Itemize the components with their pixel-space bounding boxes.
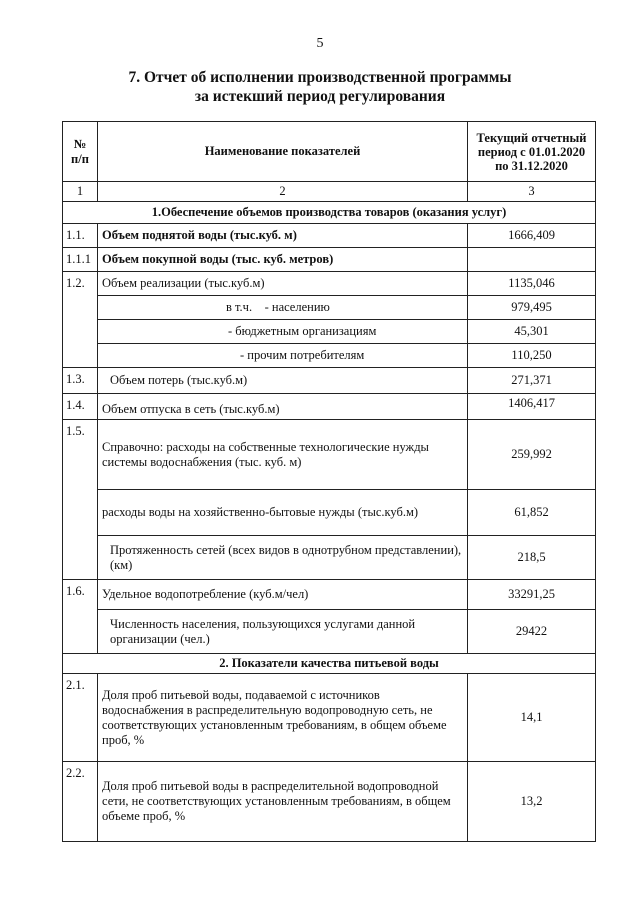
table-row: [63, 368, 596, 394]
table-row: [63, 296, 596, 320]
table-row: [63, 610, 596, 654]
row-value: 1406,417: [468, 394, 596, 420]
row-num: 1.1.: [63, 224, 98, 248]
row-name: Объем реализации (тыс.куб.м): [98, 272, 468, 296]
table-row: [63, 344, 596, 368]
row-value: [468, 248, 596, 272]
row-name: Численность населения, пользующихся услугами данной организации (чел.): [98, 610, 468, 654]
row-value: 45,301: [468, 320, 596, 344]
header-name: Наименование показателей: [98, 122, 468, 182]
row-name: Объем поднятой воды (тыс.куб. м): [98, 224, 468, 248]
page-number: 5: [316, 36, 324, 51]
row-value: 61,852: [468, 490, 596, 536]
row-num: 1.4.: [63, 394, 98, 420]
title-line-1: 7. Отчет об исполнении производственной программы: [128, 69, 512, 86]
row-value: 33291,25: [468, 580, 596, 610]
row-value: 1135,046: [468, 272, 596, 296]
table-header-row: [63, 122, 596, 182]
table-row: [63, 248, 596, 272]
title-line-2: за истекший период регулирования: [194, 88, 446, 105]
row-num: 1.3.: [63, 368, 98, 394]
table-row: [63, 536, 596, 580]
table-row: [63, 320, 596, 344]
table-row: [63, 490, 596, 536]
row-name: Доля проб питьевой воды, подаваемой с источников водоснабжения в распределительную водопроводную сеть, не соответствующих установленным требованиям, в общем объеме проб, %: [98, 674, 468, 762]
page-title: [0, 68, 640, 106]
table-row: [63, 580, 596, 610]
column-number-row: [63, 182, 596, 202]
row-name: - бюджетным организациям: [98, 320, 468, 344]
row-value: 259,992: [468, 420, 596, 490]
section-2-heading: 2. Показатели качества питьевой воды: [63, 654, 596, 674]
row-value: 1666,409: [468, 224, 596, 248]
row-name: расходы воды на хозяйственно-бытовые нужды (тыс.куб.м): [98, 490, 468, 536]
row-num: 1.6.: [63, 580, 98, 654]
row-name: Удельное водопотребление (куб.м/чел): [98, 580, 468, 610]
report-table: [62, 121, 596, 842]
header-value: Текущий отчетный период с 01.01.2020 по 31.12.2020: [468, 122, 596, 182]
row-name: Объем отпуска в сеть (тыс.куб.м): [98, 394, 468, 420]
row-name: Протяженность сетей (всех видов в однотрубном представлении), (км): [98, 536, 468, 580]
header-num: № п/п: [63, 122, 98, 182]
row-value: 218,5: [468, 536, 596, 580]
row-value: 14,1: [468, 674, 596, 762]
row-value: 29422: [468, 610, 596, 654]
table-row: [63, 224, 596, 248]
row-num: 1.2.: [63, 272, 98, 368]
section-heading-row: [63, 654, 596, 674]
table-row: [63, 674, 596, 762]
col-number-3: 3: [468, 182, 596, 202]
row-name: Доля проб питьевой воды в распределительной водопроводной сети, не соответствующих установленным требованиям, в общем объеме проб, %: [98, 762, 468, 842]
row-value: 979,495: [468, 296, 596, 320]
section-1-heading: 1.Обеспечение объемов производства товаров (оказания услуг): [63, 202, 596, 224]
row-value: 13,2: [468, 762, 596, 842]
col-number-2: 2: [98, 182, 468, 202]
table-row: [63, 394, 596, 420]
row-name: - прочим потребителям: [98, 344, 468, 368]
row-num: 1.1.1: [63, 248, 98, 272]
table-row: [63, 272, 596, 296]
row-value: 110,250: [468, 344, 596, 368]
col-number-1: 1: [63, 182, 98, 202]
table-row: [63, 762, 596, 842]
row-num: 1.5.: [63, 420, 98, 580]
table-row: [63, 420, 596, 490]
row-name: Объем покупной воды (тыс. куб. метров): [98, 248, 468, 272]
row-name: в т.ч. - населению: [98, 296, 468, 320]
row-name: Объем потерь (тыс.куб.м): [98, 368, 468, 394]
row-name: Справочно: расходы на собственные технологические нужды системы водоснабжения (тыс. куб. м): [98, 420, 468, 490]
section-heading-row: [63, 202, 596, 224]
row-num: 2.2.: [63, 762, 98, 842]
row-value: 271,371: [468, 368, 596, 394]
row-num: 2.1.: [63, 674, 98, 762]
